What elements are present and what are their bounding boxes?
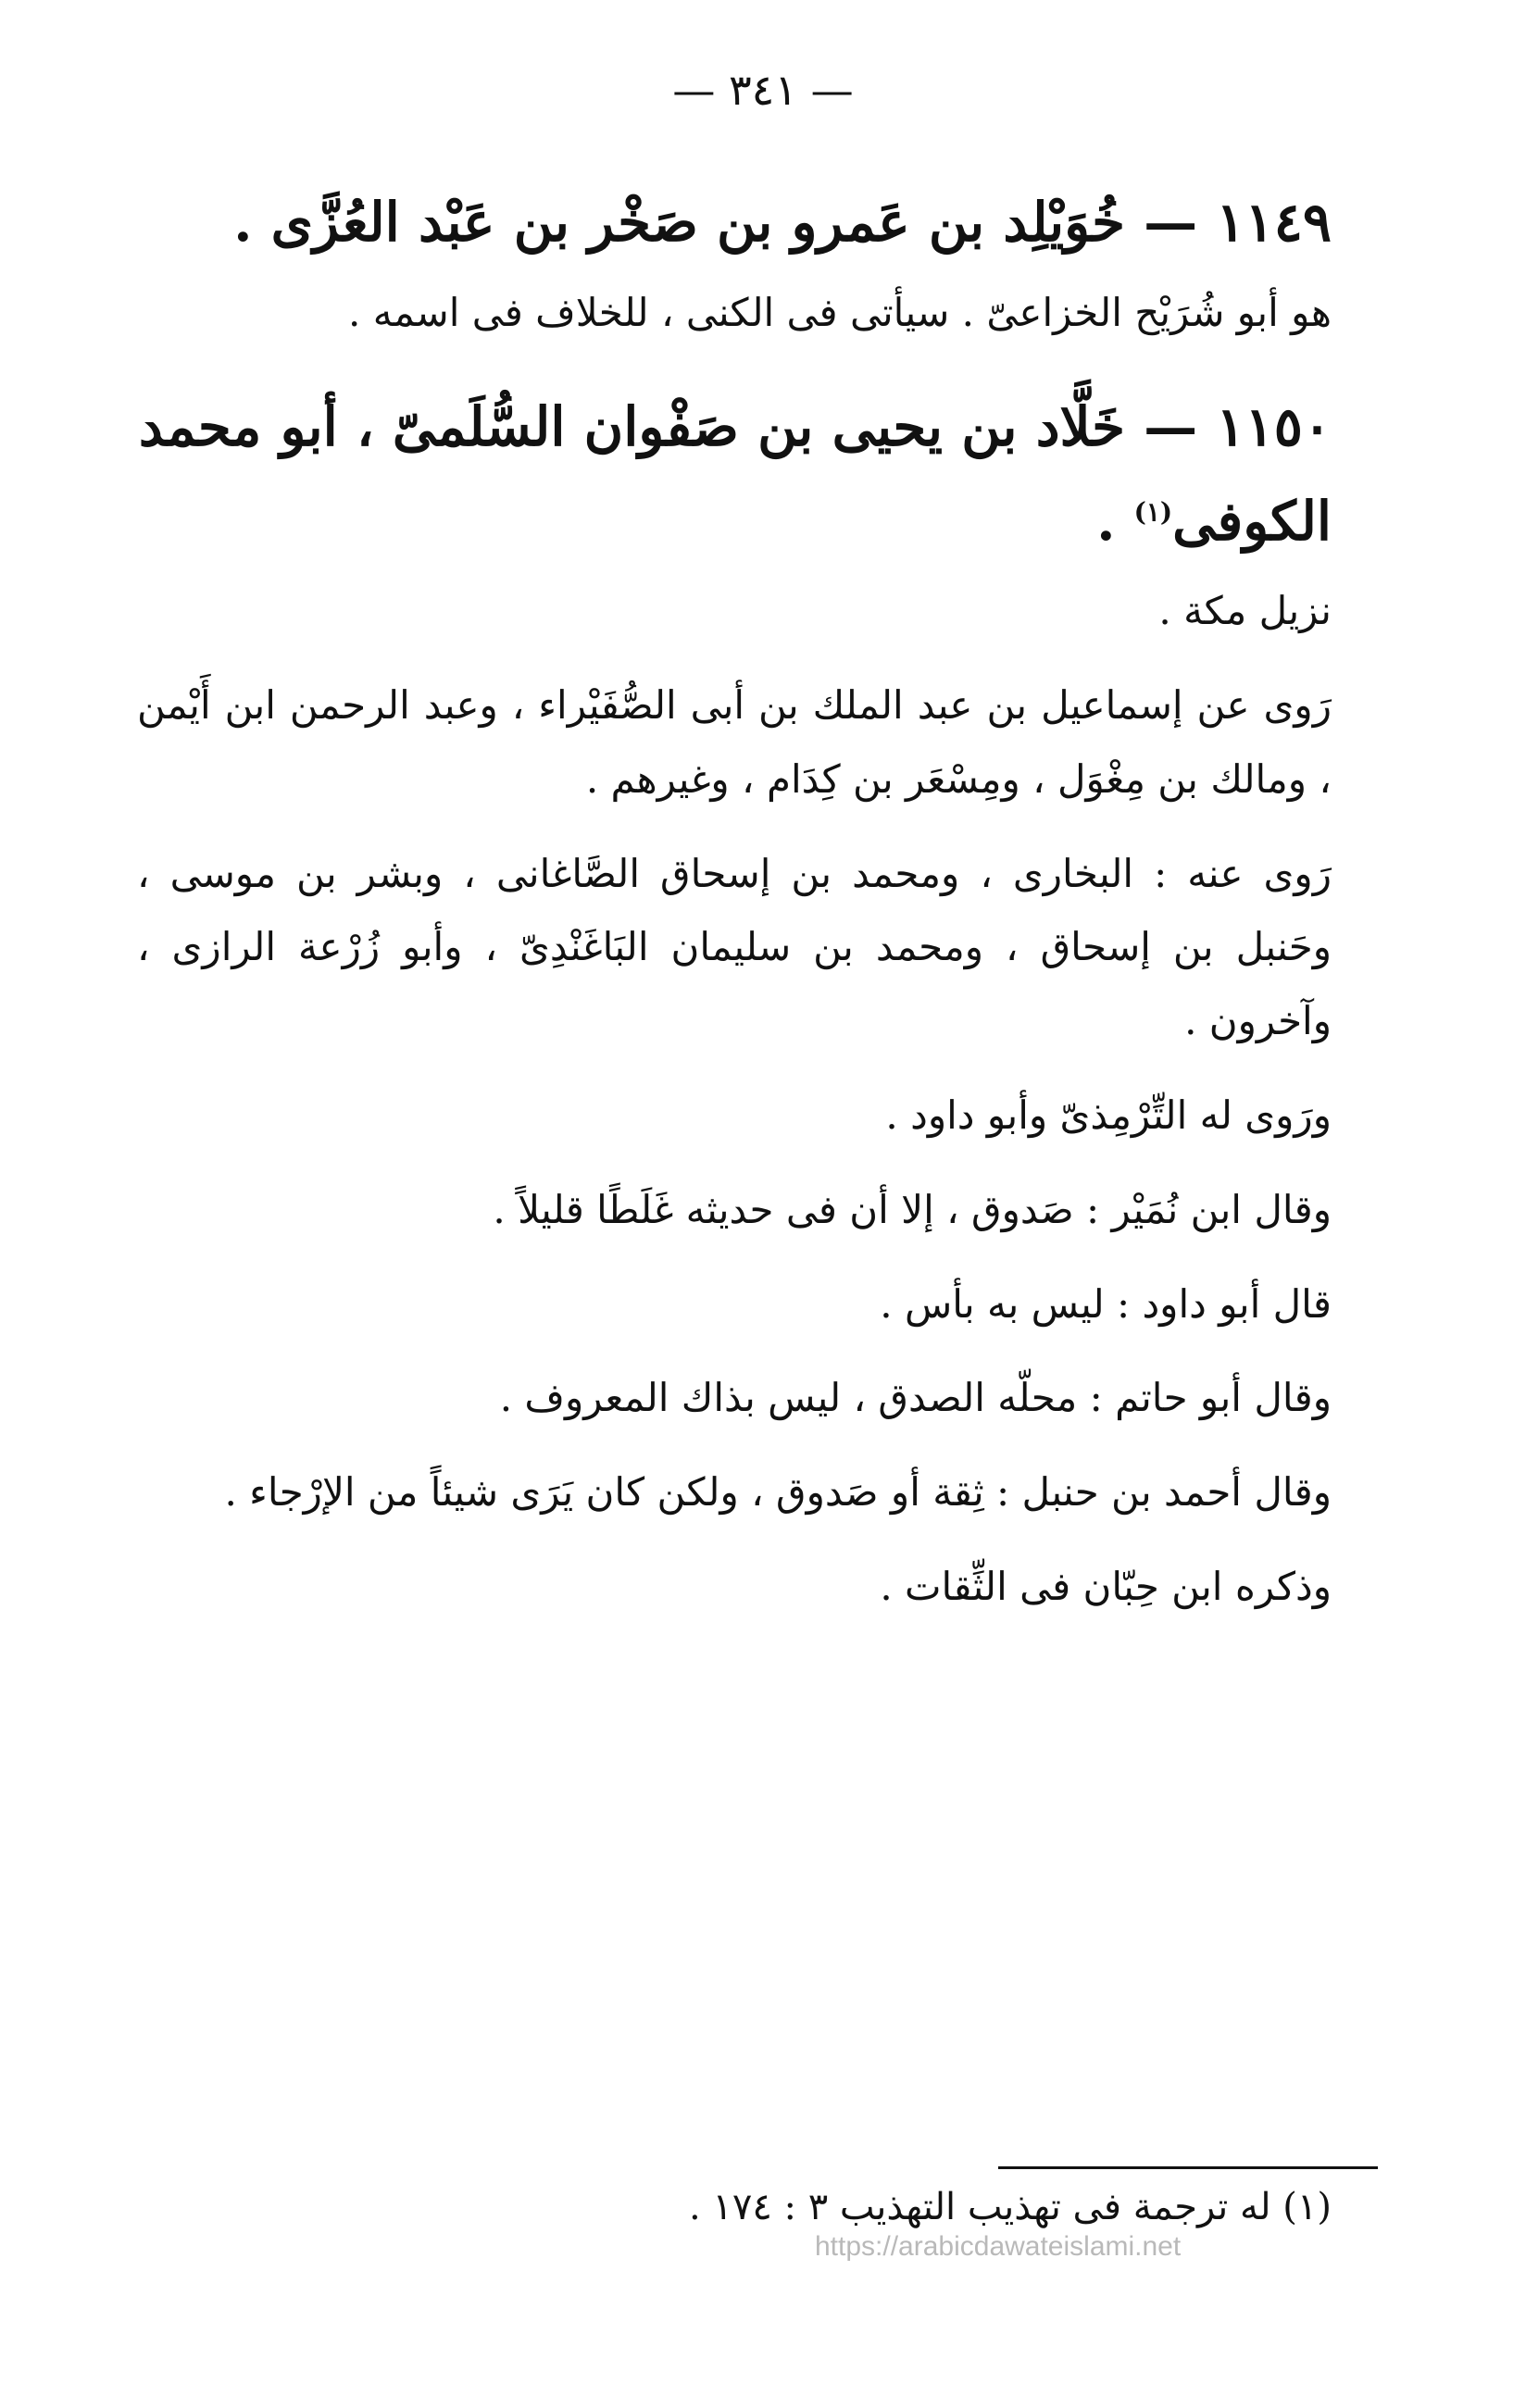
footnote: (١) له ترجمة فى تهذيب التهذيب ٣ : ١٧٤ . [688, 2186, 1332, 2228]
entry-paragraph: وقال أبو حاتم : محلّه الصدق ، ليس بذاك المعروف . [499, 1375, 1332, 1421]
entry-paragraph: قال أبو داود : ليس به بأس . [880, 1280, 1332, 1327]
entry-paragraph: وقال ابن نُمَيْر : صَدوق ، إلا أن فى حديثه غَلَطًا قليلاً . [493, 1186, 1332, 1232]
watermark-url: https://arabicdawateislami.net [815, 2231, 1182, 2262]
page-body [137, 176, 1332, 1644]
entry-paragraph: وذكره ابن حِبّان فى الثِّقات . [880, 1564, 1332, 1610]
entry-heading-1149 [137, 176, 1332, 270]
entry-heading-1150 [137, 381, 1332, 568]
entry-paragraph: نزيل مكة . [1158, 588, 1332, 634]
entry-number: ١١٤٩ [1216, 191, 1332, 254]
entry-name-end: . [1096, 489, 1134, 553]
entry-name: — خَلَّاد بن يحيى بن صَفْوان السُّلَمىّ ، أبو محمد الكوفى [138, 395, 1332, 553]
entry-paragraph: وقال أحمد بن حنبل : ثِقة أو صَدوق ، ولكن كان يَرَى شيئاً من الإرْجاء . [224, 1469, 1332, 1516]
entry-paragraph: رَوى عنه : البخارى ، ومحمد بن إسحاق الصَّاغانى ، وبشر بن موسى ، وحَنبل بن إسحاق ، ومحمد بن سليمان البَاغَنْدِىّ ، وأبو زُرْعة الرازى ، وآخرون . [137, 850, 1332, 1044]
footnote-reference[interactable]: (١) [1133, 496, 1173, 528]
footnote-divider [998, 2166, 1378, 2169]
entry-paragraph: هو أبو شُرَيْح الخزاعىّ . سيأتى فى الكنى ، للخلاف فى اسمه . [348, 289, 1332, 335]
page-number: — ٣٤١ — [672, 65, 854, 115]
entry-paragraph: رَوى عن إسماعيل بن عبد الملك بن أبى الصُّفَيْراء ، وعبد الرحمن ابن أَيْمن ، ومالك بن مِغْوَل ، ومِسْعَر بن كِدَام ، وغيرهم . [137, 682, 1332, 802]
entry-name: — خُوَيْلِد بن عَمرو بن صَخْر بن عَبْد العُزَّى . [233, 191, 1198, 254]
entry-paragraph: ورَوى له التِّرْمِذىّ وأبو داود . [885, 1092, 1332, 1139]
entry-number: ١١٥٠ [1216, 395, 1332, 459]
